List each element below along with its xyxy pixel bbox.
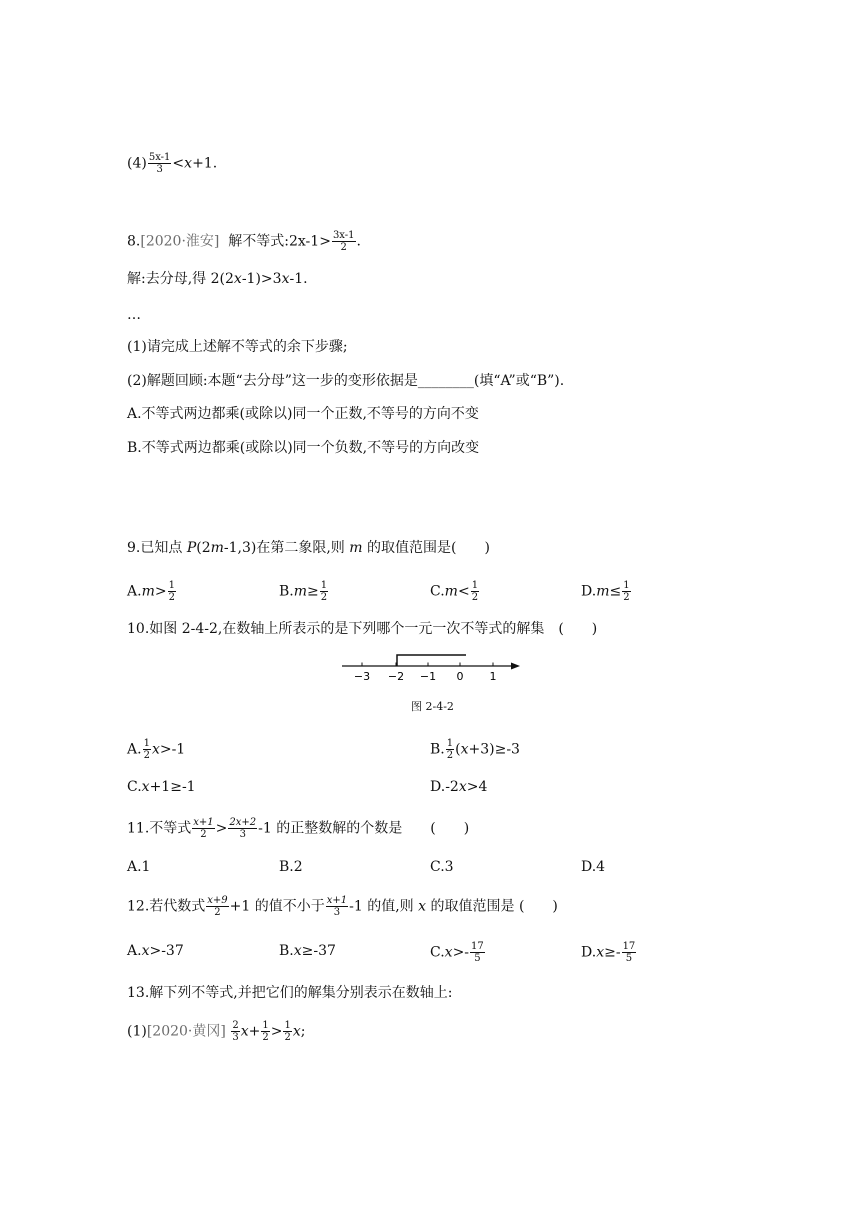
q9-option-a xyxy=(127,580,177,603)
frac-denominator: 2 xyxy=(320,592,328,603)
option-label: C. xyxy=(127,779,142,795)
frac-numerator: 1 xyxy=(262,1020,269,1031)
q8-option-b: B.不等式两边都乘(或除以)同一个负数,不等号的方向改变 xyxy=(127,440,480,456)
source-tag: [2020·黄冈] xyxy=(146,1023,226,1040)
semicolon: ; xyxy=(300,1023,306,1040)
q10-option-c xyxy=(127,777,196,797)
frac-denominator: 2 xyxy=(214,907,221,918)
q13-stem: 13.解下列不等式,并把它们的解集分别表示在数轴上: xyxy=(127,985,453,1001)
fraction xyxy=(261,1020,269,1043)
fraction xyxy=(332,230,356,253)
fraction xyxy=(446,738,454,761)
q13-part1 xyxy=(127,1020,305,1043)
frac-denominator: 3 xyxy=(333,907,341,918)
frac-denominator: 2 xyxy=(200,829,207,840)
fraction xyxy=(168,580,176,603)
q12-option-c xyxy=(430,941,486,964)
option-label: B. xyxy=(279,583,294,600)
variable: x xyxy=(184,155,193,172)
frac-denominator: 2 xyxy=(284,1032,291,1043)
frac-numerator: 1 xyxy=(446,738,454,749)
q8-part1: (1)请完成上述解不等式的余下步骤; xyxy=(127,339,348,355)
part-label: (4) xyxy=(127,155,147,172)
expr-rest: +1≥-1 xyxy=(149,779,196,795)
frac-denominator: 5 xyxy=(474,953,481,964)
frac-denominator: 2 xyxy=(168,592,175,603)
variable: x xyxy=(293,943,302,959)
question-text: 解不等式:2x-1> xyxy=(228,233,331,250)
frac-numerator: x+9 xyxy=(207,895,228,906)
relation: > xyxy=(215,820,228,837)
variable: x xyxy=(458,779,467,795)
fraction xyxy=(231,1020,239,1043)
option-label: D. xyxy=(581,944,597,961)
variable: x xyxy=(141,779,150,795)
frac-numerator: 5x-1 xyxy=(148,152,171,163)
fraction xyxy=(228,817,257,840)
variable: x xyxy=(141,943,150,959)
q9-option-c xyxy=(430,580,480,603)
option-label: C. xyxy=(430,944,445,961)
question-text: 11.不等式 xyxy=(127,820,192,837)
question-text: 的取值范围是 ( ) xyxy=(426,898,558,915)
expr-rest: ≥- xyxy=(604,944,621,961)
q8-part2: (2)解题回顾:本题“去分母”这一步的变形依据是________(填“A”或“B”). xyxy=(127,373,565,389)
q9-option-b xyxy=(279,580,329,603)
question-text: -1 的值,则 xyxy=(349,898,419,915)
variable: m xyxy=(210,540,224,556)
paren: ( xyxy=(455,741,461,758)
frac-denominator: 2 xyxy=(262,1032,269,1043)
frac-denominator: 2 xyxy=(446,750,454,761)
q11-option-c: C.3 xyxy=(430,859,454,875)
expr-rest: >- xyxy=(452,944,470,961)
q7-part4 xyxy=(127,152,217,175)
frac-denominator: 2 xyxy=(340,242,347,253)
fraction xyxy=(622,580,630,603)
variable: x xyxy=(418,898,427,915)
expr-rest: ≥-37 xyxy=(301,943,336,959)
fraction xyxy=(148,152,172,175)
variable: m xyxy=(596,583,610,600)
relation: > xyxy=(154,583,167,600)
fraction xyxy=(143,738,151,761)
option-label: B. xyxy=(430,741,445,758)
option-label: A. xyxy=(127,583,142,600)
fraction xyxy=(283,1020,291,1043)
q10-stem: 10.如图 2-4-2,在数轴上所表示的是下列哪个一元一次不等式的解集 ( ) xyxy=(127,621,598,637)
frac-numerator: x+1 xyxy=(326,895,348,906)
frac-numerator: x+1 xyxy=(193,817,214,828)
variable: x xyxy=(596,944,605,961)
q12-option-d xyxy=(581,941,637,964)
option-label: A. xyxy=(127,943,142,959)
q9-stem xyxy=(127,538,490,558)
option-label: B. xyxy=(279,943,294,959)
frac-numerator: 17 xyxy=(471,941,484,952)
frac-numerator: 2x+2 xyxy=(229,817,257,828)
q12-stem xyxy=(127,895,558,918)
fraction xyxy=(622,941,637,964)
frac-numerator: 3x-1 xyxy=(332,230,355,241)
coefficient: -2 xyxy=(445,779,459,795)
variable: m xyxy=(293,583,308,600)
tick-label: −1 xyxy=(419,670,437,683)
question-text: (2 xyxy=(196,540,211,556)
frac-numerator: 1 xyxy=(471,580,479,591)
q11-stem xyxy=(127,817,469,840)
frac-denominator: 2 xyxy=(471,592,479,603)
frac-numerator: 1 xyxy=(284,1020,291,1031)
frac-denominator: 3 xyxy=(156,164,163,175)
expr-rest: >4 xyxy=(466,779,488,795)
solution-text: -1. xyxy=(289,271,308,287)
variable: m xyxy=(349,540,363,556)
question-text: +1 的值不小于 xyxy=(229,898,325,915)
relation: < xyxy=(457,583,470,600)
option-label: C. xyxy=(430,583,445,600)
frac-numerator: 17 xyxy=(622,941,636,952)
fraction xyxy=(326,895,348,918)
variable: x xyxy=(460,741,469,758)
expr-rest: +3)≥-3 xyxy=(468,741,520,758)
expr-rest: +1. xyxy=(192,155,218,172)
tick-label: 0 xyxy=(456,670,464,683)
q11-option-a: A.1 xyxy=(127,859,151,875)
fraction xyxy=(471,580,479,603)
figure-caption: 图 2-4-2 xyxy=(411,700,454,713)
variable: m xyxy=(141,583,155,600)
variable: x xyxy=(292,1023,301,1040)
frac-denominator: 2 xyxy=(143,750,150,761)
question-text: -1,3)在第二象限,则 xyxy=(223,540,350,556)
period: . xyxy=(356,233,361,250)
frac-denominator: 5 xyxy=(625,953,633,964)
question-text: 12.若代数式 xyxy=(127,898,206,915)
relation: ≤ xyxy=(609,583,622,600)
frac-numerator: 1 xyxy=(143,738,150,749)
source-tag: [2020·淮安] xyxy=(140,233,220,250)
tick-label: −2 xyxy=(387,670,405,683)
q11-option-b: B.2 xyxy=(279,859,303,875)
variable: x xyxy=(281,271,290,287)
ellipsis: … xyxy=(127,307,141,323)
q12-option-b xyxy=(279,941,336,961)
variable: x xyxy=(240,1023,249,1040)
point-name: P xyxy=(186,540,197,556)
option-label: D. xyxy=(430,779,446,795)
q8-solution-step xyxy=(127,269,308,289)
question-text: 的取值范围是( ) xyxy=(362,540,490,556)
fraction xyxy=(206,895,228,918)
solution-text: -1)>3 xyxy=(241,271,282,287)
fraction xyxy=(192,817,214,840)
q10-option-a xyxy=(127,738,185,761)
question-number: 8. xyxy=(127,233,141,250)
variable: m xyxy=(444,583,458,600)
variable: x xyxy=(444,944,453,961)
q12-option-a xyxy=(127,941,184,961)
expr-rest: >-1 xyxy=(159,741,186,758)
q9-option-d xyxy=(581,580,632,603)
frac-numerator: 1 xyxy=(168,580,175,591)
solution-ray xyxy=(397,655,466,666)
frac-numerator: 2 xyxy=(232,1020,239,1031)
q8-option-a: A.不等式两边都乘(或除以)同一个正数,不等号的方向不变 xyxy=(127,406,479,422)
variable: x xyxy=(233,271,242,287)
fraction xyxy=(320,580,328,603)
frac-denominator: 3 xyxy=(232,1032,239,1043)
q8-stem xyxy=(127,230,361,253)
question-text: 9.已知点 xyxy=(127,540,187,556)
relation: < xyxy=(172,155,185,172)
relation: > xyxy=(270,1023,283,1040)
tick-label: 1 xyxy=(489,670,497,683)
q11-option-d: D.4 xyxy=(581,859,606,875)
frac-numerator: 1 xyxy=(320,580,328,591)
fraction xyxy=(470,941,485,964)
q10-option-b xyxy=(430,738,520,761)
relation: ≥ xyxy=(307,583,319,600)
solution-text: 解:去分母,得 2(2 xyxy=(127,271,234,287)
q10-option-d xyxy=(430,777,487,797)
number-line-figure xyxy=(330,648,530,684)
tick-label: −3 xyxy=(353,670,371,683)
expr-rest: >-37 xyxy=(149,943,184,959)
frac-denominator: 3 xyxy=(239,829,246,840)
option-label: A. xyxy=(127,741,142,758)
question-text: -1 的正整数解的个数是 ( ) xyxy=(258,820,470,837)
operator: + xyxy=(248,1023,261,1040)
variable: x xyxy=(151,741,160,758)
part-label: (1) xyxy=(127,1023,147,1040)
option-label: D. xyxy=(581,583,597,600)
frac-numerator: 1 xyxy=(623,580,630,591)
frac-denominator: 2 xyxy=(623,592,630,603)
axis-arrow-icon xyxy=(511,663,520,670)
